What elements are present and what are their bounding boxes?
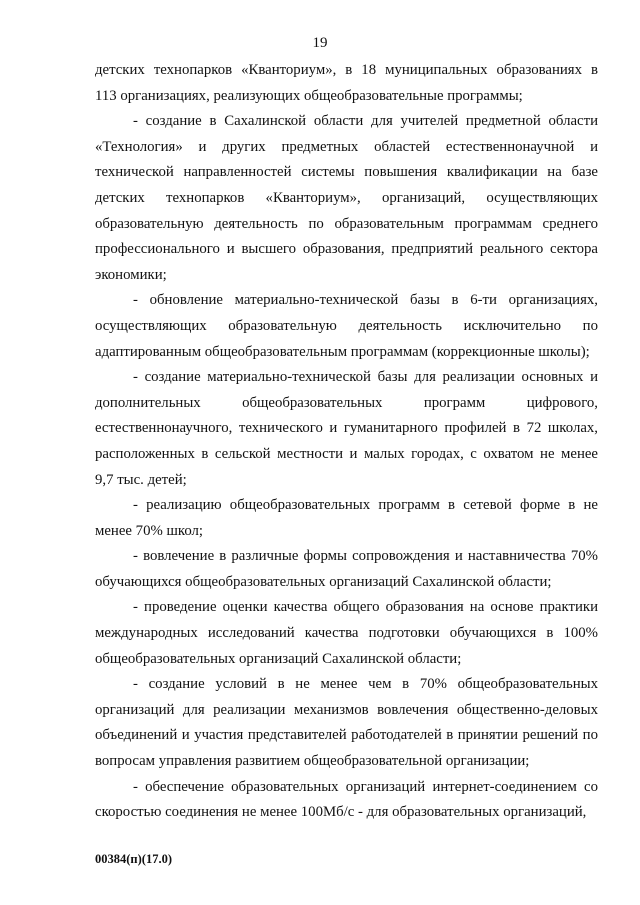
text-line: скоростью соединения не менее 100Мб/с - для образовательных организаций, — [95, 804, 587, 821]
text-line: международных исследований качества подготовки обучающихся в 100% — [95, 625, 598, 642]
text-line: обучающихся общеобразовательных организаций Сахалинской области; — [95, 573, 552, 590]
text-line: детских технопарков «Кванториум», организаций, осуществляющих — [95, 189, 598, 206]
text-line: расположенных в сельской местности и малых городах, с охватом не менее — [95, 445, 598, 462]
text-line: вопросам управления развитием общеобразовательной организации; — [95, 753, 530, 770]
text-line: профессионального и высшего образования, предприятий реального сектора — [95, 241, 598, 258]
text-line: 113 организациях, реализующих общеобразовательные программы; — [95, 87, 523, 104]
text-line: - создание условий в не менее чем в 70% общеобразовательных — [133, 676, 598, 693]
text-line: естественнонаучного, технического и гуманитарного профилей в 72 школах, — [95, 420, 598, 437]
paragraph — [95, 493, 598, 544]
text-line: адаптированным общеобразовательным программам (коррекционные школы); — [95, 343, 590, 360]
paragraph — [95, 775, 598, 826]
text-line: - реализацию общеобразовательных программ в сетевой форме в не — [133, 497, 598, 514]
text-line: дополнительных общеобразовательных программ цифрового, — [95, 394, 598, 411]
text-line: технической направленностей системы повышения квалификации на базе — [95, 164, 598, 181]
paragraph — [95, 109, 598, 288]
paragraph — [95, 672, 598, 774]
text-line: детских технопарков «Кванториум», в 18 муниципальных образованиях в — [95, 62, 598, 78]
page-number: 19 — [312, 35, 328, 51]
document-body — [95, 58, 598, 826]
text-line: - проведение оценки качества общего образования на основе практики — [133, 599, 598, 616]
text-line: 9,7 тыс. детей; — [95, 471, 187, 488]
paragraph — [95, 544, 598, 595]
text-line: - создание в Сахалинской области для учителей предметной области — [133, 113, 598, 130]
text-line: - вовлечение в различные формы сопровождения и наставничества 70% — [133, 548, 598, 565]
text-line: менее 70% школ; — [95, 522, 204, 539]
text-line: «Технология» и других предметных областей естественнонаучной и — [95, 138, 598, 155]
text-line: - обновление материально-технической базы в 6-ти организациях, — [133, 292, 598, 309]
text-line: - обеспечение образовательных организаций интернет-соединением со — [133, 778, 598, 795]
document-code: 00384(п)(17.0) — [95, 852, 172, 866]
text-line: экономики; — [95, 266, 167, 283]
paragraph — [95, 365, 598, 493]
text-line: - создание материально-технической базы для реализации основных и — [133, 369, 598, 386]
paragraph — [95, 595, 598, 672]
text-line: образовательную деятельность по образовательным программам среднего — [95, 215, 598, 232]
text-line: осуществляющих образовательную деятельность исключительно по — [95, 317, 598, 334]
paragraph — [95, 58, 598, 109]
text-line: организаций для реализации механизмов вовлечения общественно-деловых — [95, 701, 598, 718]
paragraph — [95, 288, 598, 365]
text-line: общеобразовательных организаций Сахалинской области; — [95, 650, 462, 667]
text-line: объединений и участия представителей работодателей в принятии решений по — [95, 727, 598, 744]
